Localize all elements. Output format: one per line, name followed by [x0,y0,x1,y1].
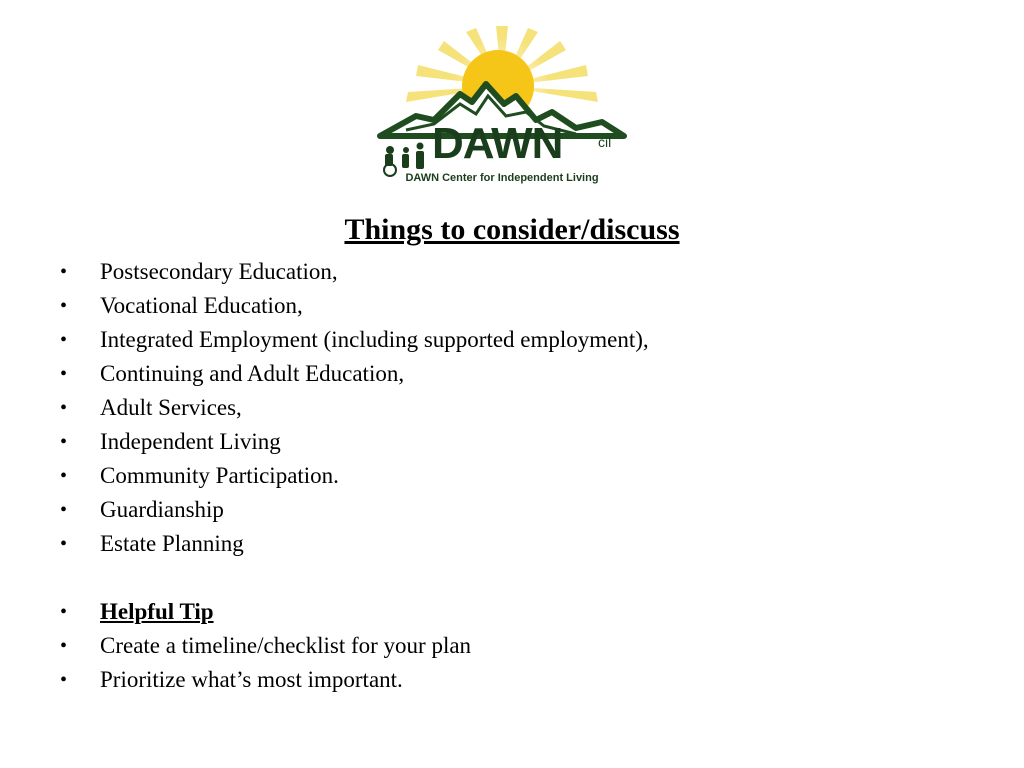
tip-item [0,663,1024,697]
list-item [0,323,1024,357]
bullet: • [60,499,68,521]
list-item-text: Continuing and Adult Education, [100,361,405,386]
list-item [0,391,1024,425]
list-item-text: Community Participation. [100,463,339,488]
bullet: • [60,635,68,657]
list-item [0,357,1024,391]
bullet: • [60,601,68,623]
logo-tagline: DAWN Center for Independent Living [405,172,599,184]
list-item-text: Vocational Education, [100,293,303,318]
list-item [0,255,1024,289]
list-item-text: Adult Services, [100,395,242,420]
bullet: • [60,669,68,691]
tip-heading-item [0,595,1024,629]
tip-item [0,629,1024,663]
bullet: • [60,431,68,453]
bullet: • [60,295,68,317]
list-item [0,493,1024,527]
list-item-text: Postsecondary Education, [100,259,338,284]
list-item-text: Estate Planning [100,531,244,556]
list-item-text: Guardianship [100,497,224,522]
list-item [0,459,1024,493]
list-item-text: Integrated Employment (including supported employment), [100,327,649,352]
list-item [0,425,1024,459]
tip-text: Create a timeline/checklist for your plan [100,633,472,658]
list-item-text: Independent Living [100,429,281,454]
bullet: • [60,397,68,419]
logo-suffix: cil [598,134,612,150]
bullet: • [60,465,68,487]
bullet: • [60,363,68,385]
slide-heading: Things to consider/discuss [344,213,680,246]
bullet: • [60,533,68,555]
bullet: • [60,329,68,351]
list-item [0,289,1024,323]
tip-heading: Helpful Tip [100,599,214,624]
tip-text: Prioritize what’s most important. [100,667,403,692]
list-item [0,527,1024,561]
bullet: • [60,261,68,283]
logo-name: DAWN [432,119,563,168]
